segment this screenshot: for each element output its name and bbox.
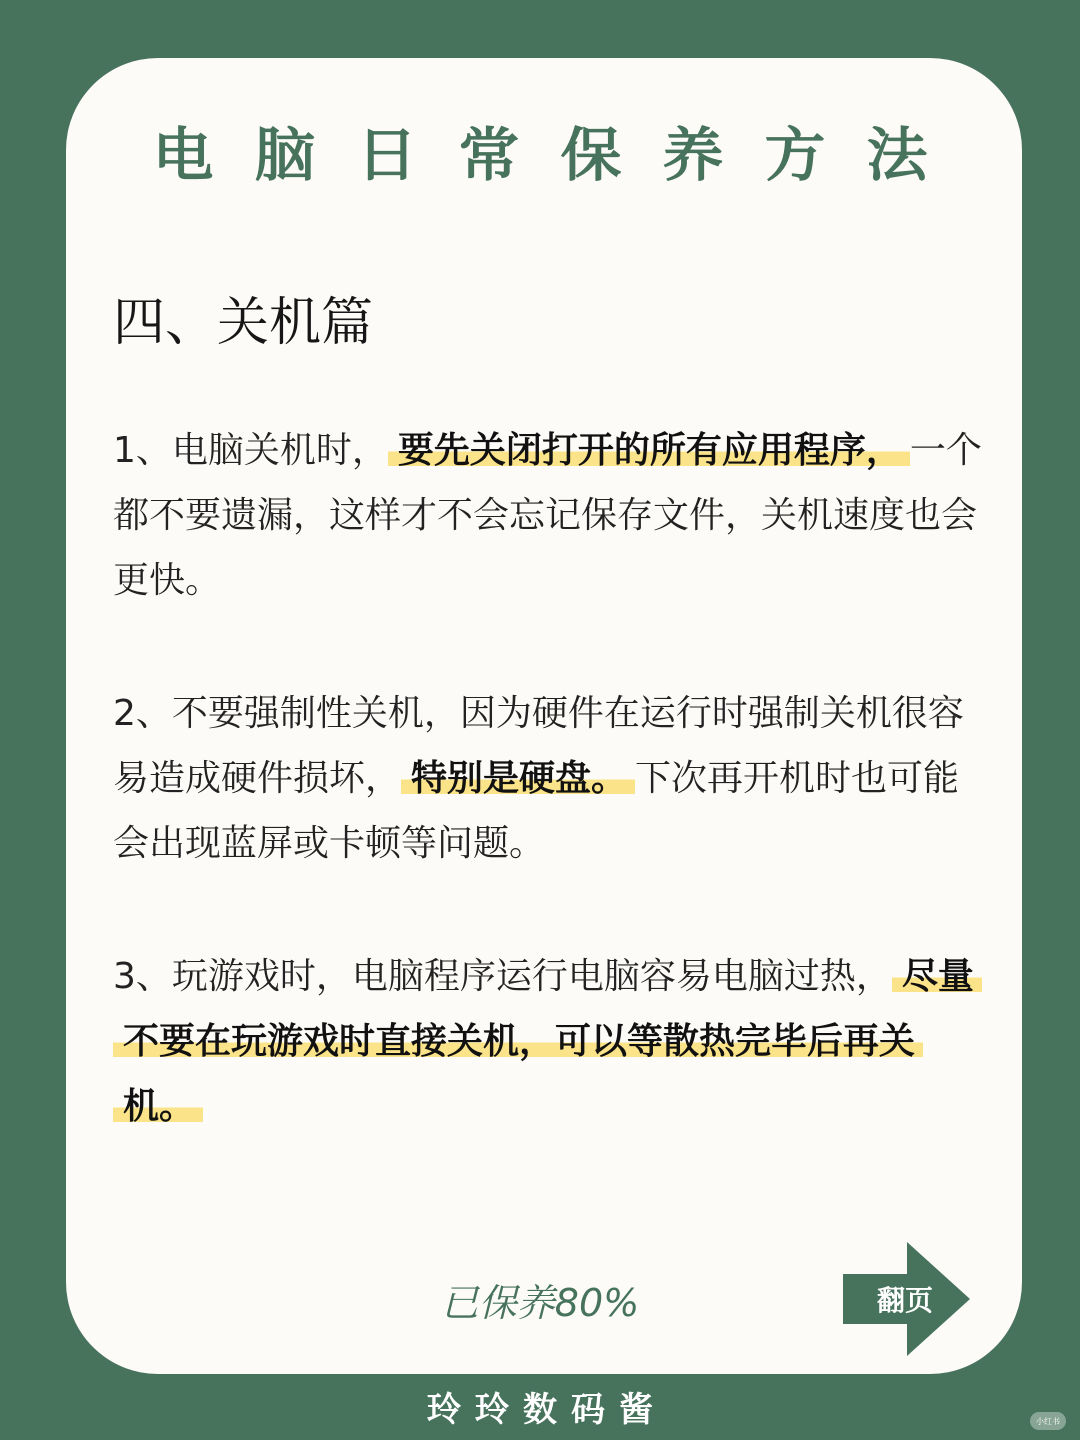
title-char: 常 — [458, 121, 520, 189]
watermark-logo: 小红书 — [1030, 1412, 1066, 1430]
title-char: 法 — [866, 121, 928, 189]
title-char: 保 — [560, 121, 622, 189]
title-char: 养 — [662, 121, 724, 189]
tip-paragraph-3 — [113, 944, 983, 1139]
author-name — [0, 1382, 1080, 1431]
highlighted-text: 要先关闭打开的所有应用程序， — [388, 430, 910, 471]
tip-paragraph-2 — [113, 681, 983, 876]
page-title — [0, 108, 1080, 192]
paragraph-text: 2、不要强制性关机，因为硬件在运行时强制关机很容易造成硬件损坏， — [113, 693, 964, 799]
title-char: 脑 — [254, 121, 316, 189]
title-char: 日 — [356, 121, 418, 189]
paragraph-text: 1、电脑关机时， — [113, 430, 388, 471]
highlighted-text: 特别是硬盘。 — [401, 758, 635, 799]
next-page-button[interactable] — [843, 1242, 971, 1356]
paragraph-text: 3、玩游戏时，电脑程序运行电脑容易电脑过热， — [113, 956, 892, 997]
section-heading: 四、关机篇 — [113, 293, 374, 353]
progress-text: 已保养80% — [440, 1281, 640, 1325]
author-char: 玲 — [427, 1390, 461, 1430]
paragraph-text: 一个都不要遗漏，这样才不会忘记保存文件，关机速度也会更快。 — [113, 430, 982, 601]
author-char: 码 — [571, 1390, 605, 1430]
author-char: 玲 — [475, 1390, 509, 1430]
author-char: 酱 — [619, 1390, 653, 1430]
paragraph-text: 下次再开机时也可能会出现蓝屏或卡顿等问题。 — [113, 758, 960, 864]
title-char: 方 — [764, 121, 826, 189]
tip-paragraph-1 — [113, 418, 983, 613]
next-page-label: 翻页 — [876, 1284, 933, 1317]
highlighted-text: 尽量不要在玩游戏时直接关机，可以等散热完毕后再关机。 — [113, 956, 982, 1127]
title-char: 电 — [152, 121, 214, 189]
author-char: 数 — [523, 1390, 557, 1430]
